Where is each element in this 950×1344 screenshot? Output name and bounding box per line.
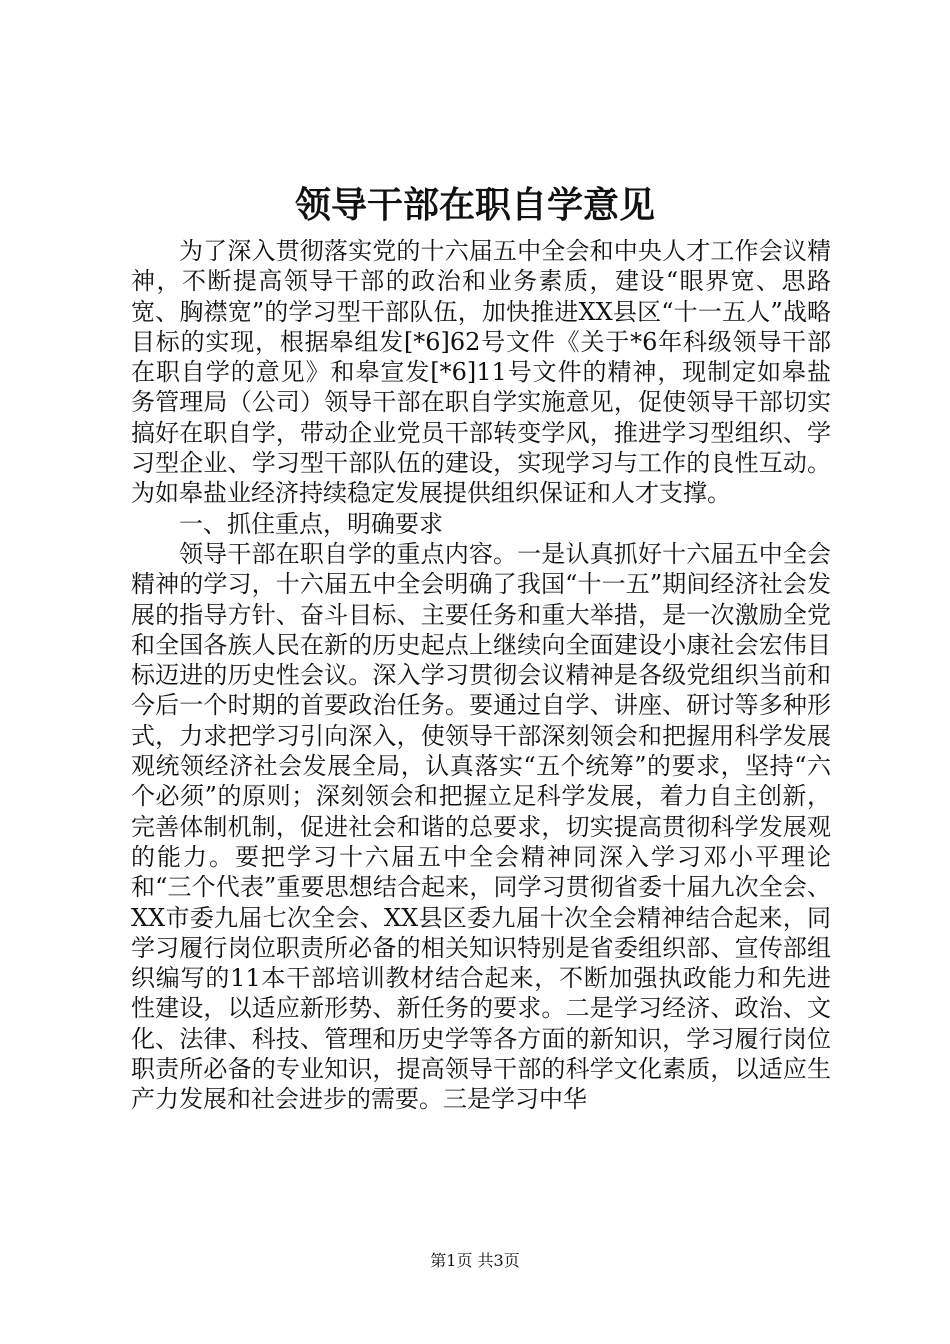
section-heading: 一、抓住重点，明确要求	[179, 509, 443, 538]
document-title: 领导干部在职自学意见	[294, 184, 655, 226]
page-number: 第1页 共3页	[430, 1251, 520, 1270]
paragraph-intro: 为了深入贯彻落实党的十六届五中全会和中央人才工作会议精神，不断提高领导干部的政治和业务素质，建设“眼界宽、思路宽、胸襟宽”的学习型干部队伍，加快推进XX县区“十一五人”战略目标的实现，根据皋组发[*6]62号文件《关于*6年科级领导干部在职自学的意见》和皋宣发[*6]11号文件的精神，现制定如皋盐务管理局（公司）领导干部在职自学实施意见，促使领导干部切实搞好在职自学，带动企业党员干部转变学风，推进学习型组织、学习型企业、学习型干部队伍的建设，实现学习与工作的良性互动。为如皋盐业经济持续稳定发展提供组织保证和人才支撑。	[131, 237, 831, 508]
paragraph-focus: 领导干部在职自学的重点内容。一是认真抓好十六届五中全会精神的学习，十六届五中全会明确了我国“十一五”期间经济社会发展的指导方针、奋斗目标、主要任务和重大举措，是一次激励全党和全国各族人民在新的历史起点上继续向全面建设小康社会宏伟目标迈进的历史性会议。深入学习贯彻会议精神是各级党组织当前和今后一个时期的首要政治任务。要通过自学、讲座、研讨等多种形式，力求把学习引向深入，使领导干部深刻领会和把握用科学发展观统领经济社会发展全局，认真落实“五个统筹”的要求，坚持“六个必须”的原则；深刻领会和把握立足科学发展，着力自主创新，完善体制机制，促进社会和谐的总要求，切实提高贯彻科学发展观的能力。要把学习十六届五中全会精神同深入学习邓小平理论和“三个代表”重要思想结合起来，同学习贯彻省委十届九次全会、XX市委九届七次全会、XX县区委九届十次全会精神结合起来，同学习履行岗位职责所必备的相关知识特别是省委组织部、宣传部组织编写的11本干部培训教材结合起来，不断加强执政能力和先进性建设，以适应新形势、新任务的要求。二是学习经济、政治、文化、法律、科技、管理和历史学等各方面的新知识，学习履行岗位职责所必备的专业知识，提高领导干部的科学文化素质，以适应生产力发展和社会进步的需要。三是学习中华	[131, 539, 831, 1114]
document-body	[131, 236, 831, 1115]
